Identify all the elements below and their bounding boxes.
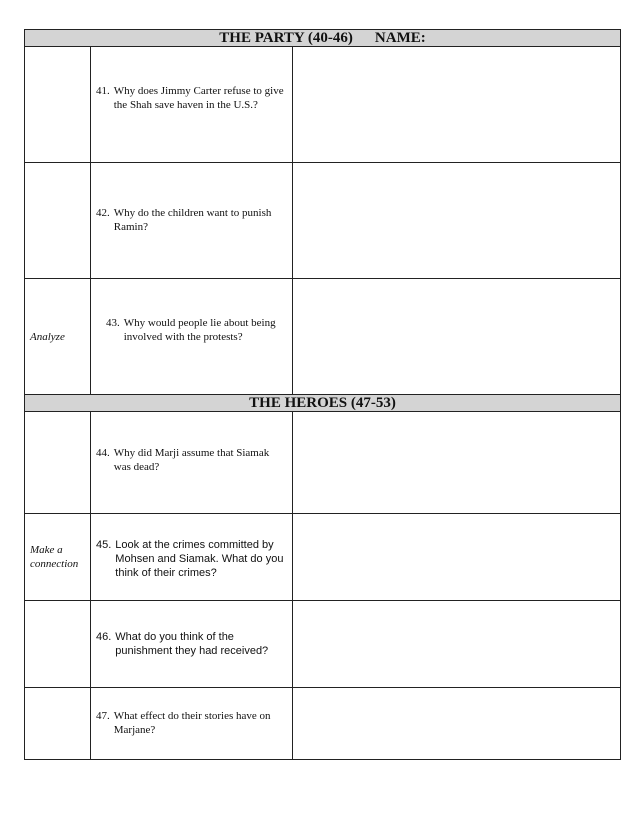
question-cell (91, 688, 293, 760)
question-row (25, 47, 621, 163)
question-number: 43. (106, 317, 120, 329)
question-number: 46. (96, 631, 112, 643)
question-number: 41. (96, 85, 110, 97)
skill-cell (25, 412, 91, 514)
question-row (25, 412, 621, 514)
question-row (25, 279, 621, 395)
answer-box[interactable] (293, 163, 621, 279)
question-number: 42. (96, 207, 110, 219)
question-text: Why do the children want to punish Ramin? (113, 207, 272, 233)
question-cell (91, 279, 293, 395)
answer-box[interactable] (293, 688, 621, 760)
section-title-heroes: THE HEROES (47-53) (249, 395, 396, 411)
question-text: Why did Marji assume that Siamak was dead? (113, 447, 270, 473)
answer-box[interactable] (293, 514, 621, 601)
skill-cell (25, 163, 91, 279)
skill-cell (25, 514, 91, 601)
section-header-heroes-cell (25, 395, 621, 412)
question-number: 45. (96, 539, 112, 551)
question-row (25, 514, 621, 601)
section-header-heroes (25, 395, 621, 412)
answer-box[interactable] (293, 601, 621, 688)
skill-cell (25, 601, 91, 688)
answer-box[interactable] (293, 279, 621, 395)
question-text: Look at the crimes committed by Mohsen and Siamak. What do you think of their crimes? (115, 539, 284, 579)
question-cell (91, 412, 293, 514)
skill-cell (25, 47, 91, 163)
name-label: NAME: (374, 30, 426, 46)
question-cell (91, 47, 293, 163)
section-header-party (25, 30, 621, 47)
question-number: 44. (96, 447, 110, 459)
answer-box[interactable] (293, 47, 621, 163)
question-row (25, 163, 621, 279)
question-cell (91, 163, 293, 279)
skill-label: Make a connection (30, 544, 79, 570)
skill-cell (25, 688, 91, 760)
question-cell (91, 514, 293, 601)
question-text: What do you think of the punishment they had received? (115, 631, 269, 657)
section-header-party-cell (25, 30, 621, 47)
section-title-party: THE PARTY (40-46) (219, 30, 353, 46)
answer-box[interactable] (293, 412, 621, 514)
question-row (25, 688, 621, 760)
question-number: 47. (96, 710, 110, 722)
question-row (25, 601, 621, 688)
question-text: Why does Jimmy Carter refuse to give the Shah save haven in the U.S.? (113, 85, 284, 111)
skill-cell (25, 279, 91, 395)
worksheet-table (24, 29, 621, 760)
question-cell (91, 601, 293, 688)
question-text: What effect do their stories have on Marjane? (113, 710, 271, 736)
skill-label: Analyze (30, 330, 65, 343)
question-text: Why would people lie about being involved with the protests? (123, 317, 276, 343)
